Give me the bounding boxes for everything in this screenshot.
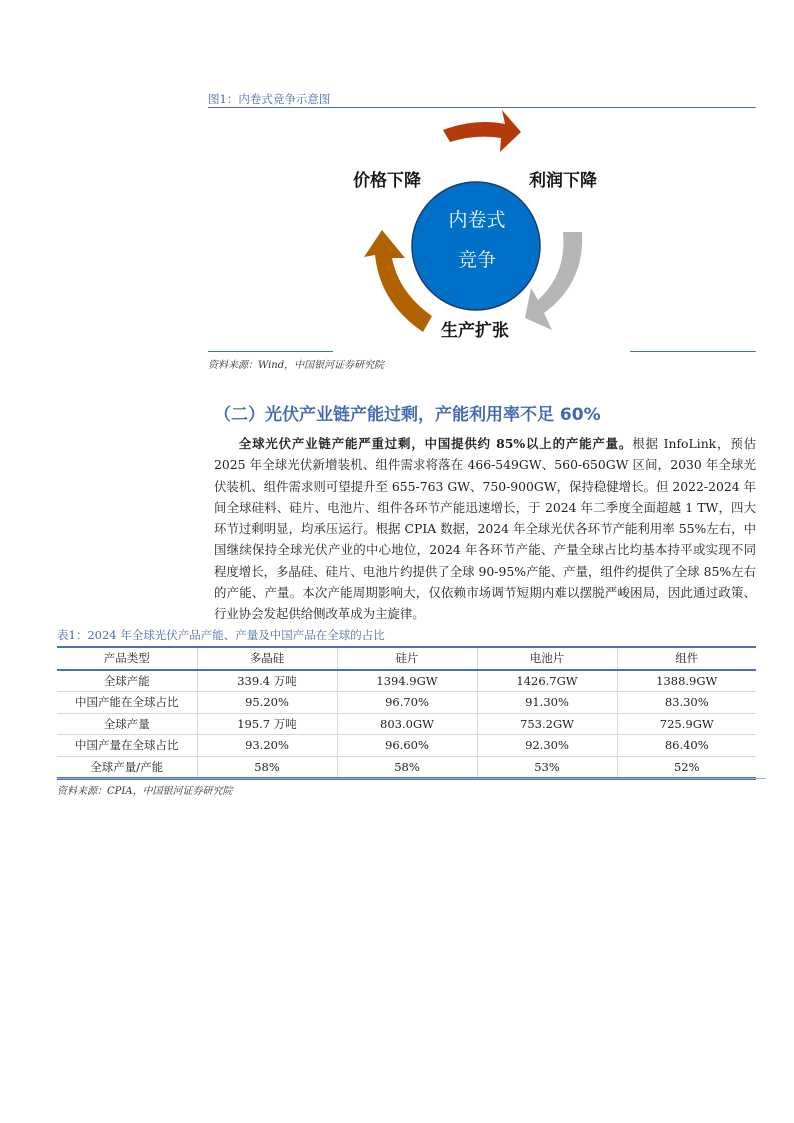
center-line-2: 竞争 bbox=[457, 249, 496, 271]
table-cell: 86.40% bbox=[617, 735, 756, 757]
table-cell: 83.30% bbox=[617, 692, 756, 714]
section-heading: （二）光伏产业链产能过剩，产能利用率不足 60% bbox=[214, 405, 601, 425]
table-cell: 52% bbox=[617, 756, 756, 779]
table-cell: 全球产量/产能 bbox=[57, 756, 197, 779]
header-cell: 电池片 bbox=[477, 647, 617, 670]
paragraph-lead: 全球光伏产业链产能严重过剩，中国提供约 85%以上的产能产量。 bbox=[238, 436, 633, 451]
table-cell: 95.20% bbox=[197, 692, 337, 714]
table-cell: 92.30% bbox=[477, 735, 617, 757]
label-profit-drop: 利润下降 bbox=[529, 171, 597, 191]
label-capacity-expansion: 生产扩张 bbox=[441, 321, 509, 341]
figure-caption: 图1：内卷式竞争示意图 bbox=[208, 92, 331, 106]
table-cell: 195.7 万吨 bbox=[197, 713, 337, 735]
table-source: 资料来源：CPIA，中国银河证券研究院 bbox=[57, 786, 233, 797]
table-row bbox=[57, 756, 756, 779]
table-header-row bbox=[57, 647, 756, 670]
paragraph-text: 根据 InfoLink，预估 2025 年全球光伏新增装机、组件需求将落在 466-549GW、560-650GW 区间，2030 年全球光伏装机、组件需求则可望提升至 655-763 GW、750-900GW，保持稳健增长。但 2022-2024 年间全球硅料、硅片、电池片、组件各环节产能迅速增长，于 2024 年二季度全面超越 1 TW，四大环节过剩明显，均承压运行。根据 CPIA 数据，2024 年全球光伏各环节产能利用率 55%左右，中国继续保持全球光伏产业的中心地位，2024 年各环节产能、产量全球占比均基本持平或实现不同程度增长，多晶硅、硅片、电池片约提供了全球 90-95%产能、产量，组件约提供了全球 85%左右的产能、产量。本次产能周期影响大，仅依赖市场调节短期内难以摆脱严峻困局，因此通过政策、行业协会发起供给侧改革成为主旋律。 bbox=[214, 436, 756, 622]
header-cell: 产品类型 bbox=[57, 647, 197, 670]
table-cell: 全球产能 bbox=[57, 670, 197, 692]
table-cell: 中国产量在全球占比 bbox=[57, 735, 197, 757]
table-row bbox=[57, 713, 756, 735]
table-cell: 53% bbox=[477, 756, 617, 779]
source-divider-left bbox=[208, 351, 333, 352]
table-cell: 91.30% bbox=[477, 692, 617, 714]
figure-source: 资料来源：Wind，中国银河证券研究院 bbox=[208, 360, 385, 371]
table-cell: 725.9GW bbox=[617, 713, 756, 735]
table-cell: 1426.7GW bbox=[477, 670, 617, 692]
header-cell: 组件 bbox=[617, 647, 756, 670]
table-cell: 93.20% bbox=[197, 735, 337, 757]
label-price-drop: 价格下降 bbox=[353, 171, 421, 191]
table-row bbox=[57, 692, 756, 714]
table-cell: 753.2GW bbox=[477, 713, 617, 735]
header-cell: 硅片 bbox=[337, 647, 477, 670]
source-divider-right bbox=[630, 351, 756, 352]
table-caption: 表1：2024 年全球光伏产品产能、产量及中国产品在全球的占比 bbox=[57, 628, 385, 642]
table-cell: 全球产量 bbox=[57, 713, 197, 735]
table-cell: 中国产能在全球占比 bbox=[57, 692, 197, 714]
capacity-table bbox=[57, 646, 756, 780]
table-cell: 96.60% bbox=[337, 735, 477, 757]
table-row bbox=[57, 735, 756, 757]
table-cell: 803.0GW bbox=[337, 713, 477, 735]
table-cell: 96.70% bbox=[337, 692, 477, 714]
body-paragraph bbox=[214, 433, 756, 625]
header-cell: 多晶硅 bbox=[197, 647, 337, 670]
table-row bbox=[57, 670, 756, 692]
table-cell: 1394.9GW bbox=[337, 670, 477, 692]
table-cell: 339.4 万吨 bbox=[197, 670, 337, 692]
table-cell: 58% bbox=[337, 756, 477, 779]
table-bottom-rule bbox=[57, 778, 766, 779]
table-cell: 58% bbox=[197, 756, 337, 779]
center-line-1: 内卷式 bbox=[448, 209, 506, 231]
arrow-top-icon bbox=[443, 110, 521, 152]
center-label bbox=[441, 200, 513, 280]
table-cell: 1388.9GW bbox=[617, 670, 756, 692]
